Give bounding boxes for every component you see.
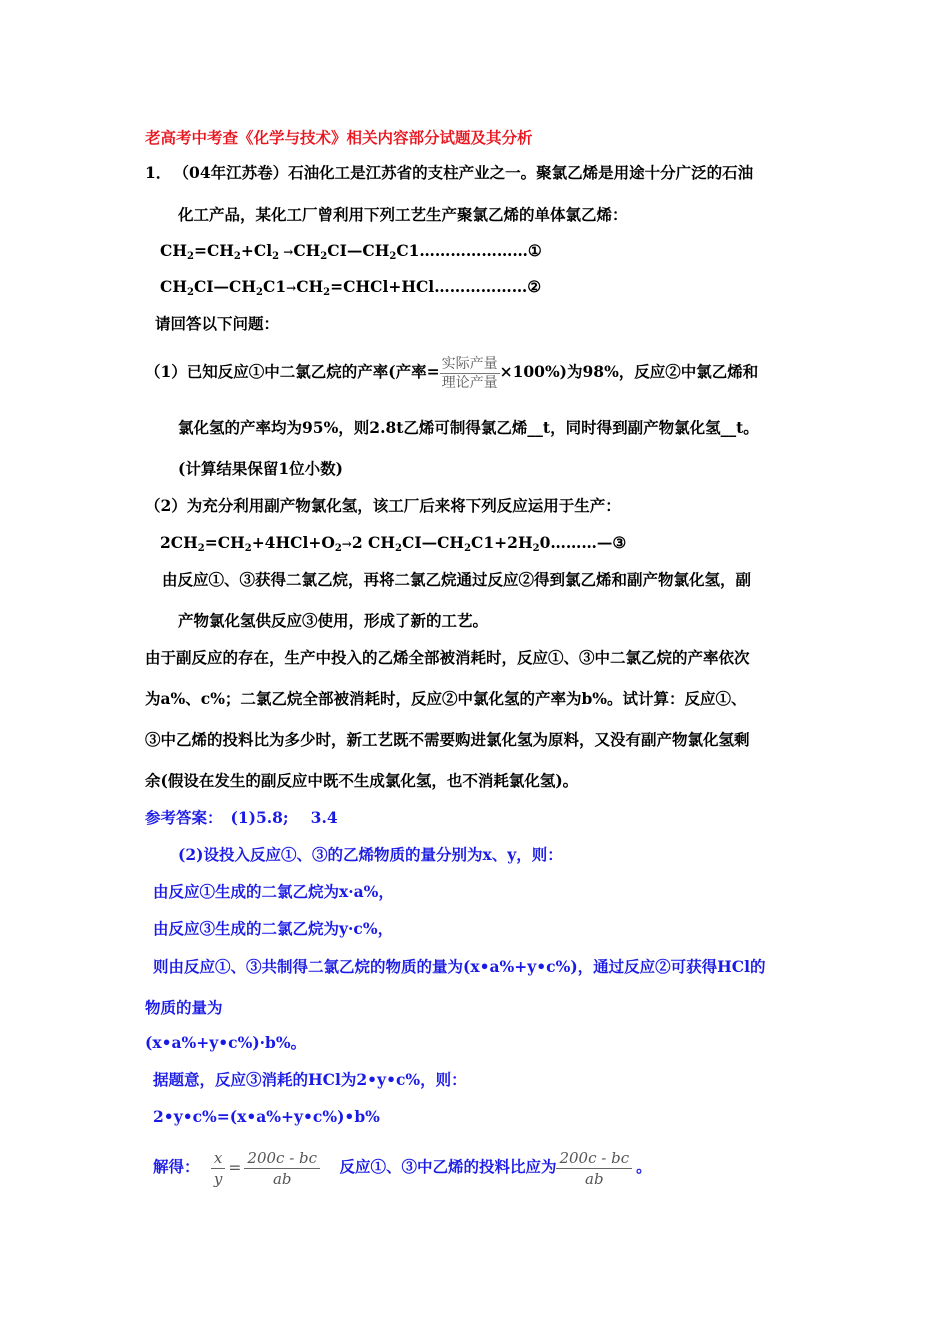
sub-question-1-line-2: 氯化氢的产率均为95%，则2.8t乙烯可制得氯乙烯__t，同时得到副产物氯化氢__t。 xyxy=(178,418,759,437)
condition-line-1: 由于副反应的存在，生产中投入的乙烯全部被消耗时，反应①、③中二氯乙烷的产率依次 xyxy=(145,648,750,667)
answer-heading xyxy=(145,808,338,828)
ratio-statement: 反应①、③中乙烯的投料比应为 xyxy=(339,1157,557,1176)
solution-step-5: 物质的量为 xyxy=(145,998,223,1017)
condition-line-2: 为a%、c%；二氯乙烷全部被消耗时，反应②中氯化氢的产率为b%。试计算：反应①、 xyxy=(145,689,747,708)
process-line-2: 产物氯化氢供反应③使用，形成了新的工艺。 xyxy=(178,611,489,630)
question-number: 1． xyxy=(145,163,172,182)
reaction-1: $CH_2=CH_2+Cl_2$ $\to CH_2CI—CH_2C1\dots\dots\dots\dots\dots\dots\dots ①$ xyxy=(160,241,542,262)
answer-label: 参考答案： xyxy=(145,808,223,827)
process-line-1: 由反应①、③获得二氯乙烷，再将二氯乙烷通过反应②得到氯乙烯和副产物氯化氢，副 xyxy=(162,570,752,589)
solution-result: 解得： $\frac{x}{y}$ = $\frac{200c - bc}{ab}$ 反应①、③中乙烯的投料比应为 $\frac{200c - bc}{ab}$ 。 xyxy=(153,1148,652,1188)
sub-question-1-line-3: (计算结果保留1位小数) xyxy=(178,459,343,478)
question-1-line-2: 化工产品，某化工厂曾利用下列工艺生产聚氯乙烯的单体氯乙烯： xyxy=(178,205,628,224)
answer-1: (1)5.8; xyxy=(230,808,289,827)
condition-line-4: 余(假设在发生的副反应中既不生成氯化氢，也不消耗氯化氢)。 xyxy=(145,771,579,790)
ratio-x-over-y: $\frac{x}{y}$ xyxy=(211,1148,225,1189)
solution-step-7: 据题意，反应③消耗的HCl为2•y•c%，则： xyxy=(153,1070,467,1089)
solve-label: 解得： xyxy=(153,1157,200,1176)
solution-step-4: 则由反应①、③共制得二氯乙烷的物质的量为(x•a%+y•c%)，通过反应②可获得HCl的 xyxy=(153,957,766,976)
prompt: 请回答以下问题： xyxy=(155,314,280,333)
sub-question-1: （1）已知反应①中二氯乙烷的产率(产率= $\frac{\text{实际产量}}{\text{理论产量}}$ ×100%)为98%，反应②中氯乙烯和 xyxy=(145,355,759,391)
yield-fraction: $\frac{\text{实际产量}}{\text{理论产量}}$ xyxy=(441,355,498,391)
reaction-2: $CH_2CI—CH_2C1\to CH_2=CHCl+HCl\dots\dots\dots\dots\dots\dots ②$ xyxy=(160,277,542,298)
reaction-3: $2CH_2=CH_2+4HCl+O_2\to 2$ $CH_2CI—CH_2C1+2H_20\dots\dots\dots—③$ xyxy=(160,533,627,554)
sub-question-2: （2）为充分利用副产物氯化氢，该工厂后来将下列反应运用于生产： xyxy=(145,496,621,515)
document-title: 老高考中考查《化学与技术》相关内容部分试题及其分析 xyxy=(145,128,533,147)
answer-2: 3.4 xyxy=(310,808,338,827)
ratio-fraction-final: $\frac{200c - bc}{ab}$ xyxy=(556,1148,632,1189)
solution-step-3: 由反应③生成的二氯乙烷为y·c%， xyxy=(153,919,394,938)
question-1-line-1 xyxy=(145,163,753,183)
ratio-fraction: $\frac{200c - bc}{ab}$ xyxy=(244,1148,320,1189)
solution-equation: 2•y•c%=(x•a%+y•c%)•b% xyxy=(153,1107,380,1126)
condition-line-3: ③中乙烯的投料比为多少时，新工艺既不需要购进氯化氢为原料，又没有副产物氯化氢剩 xyxy=(145,730,750,749)
solution-step-6: (x•a%+y•c%)·b%。 xyxy=(145,1033,307,1052)
question-text: （04年江苏卷）石油化工是江苏省的支柱产业之一。聚氯乙烯是用途十分广泛的石油 xyxy=(181,163,754,182)
solution-step-2: 由反应①生成的二氯乙烷为x·a%， xyxy=(153,882,394,901)
solution-step-1: (2)设投入反应①、③的乙烯物质的量分别为x、y，则： xyxy=(178,845,563,864)
